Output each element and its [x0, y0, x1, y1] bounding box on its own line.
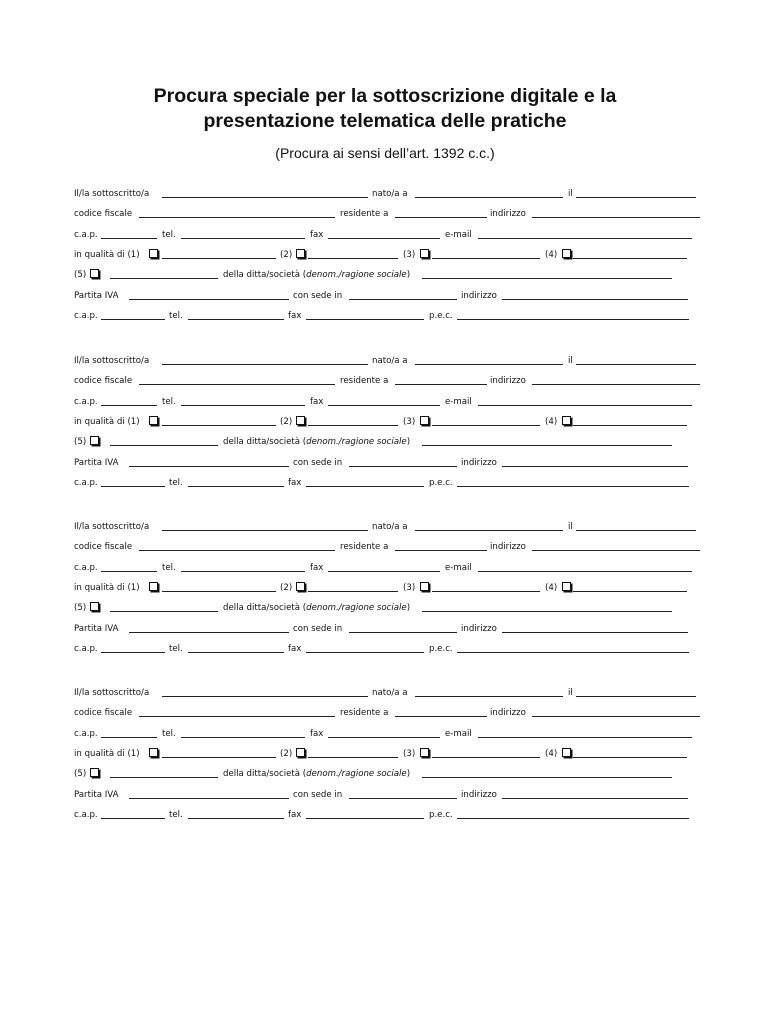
- label-q2: (2): [280, 250, 293, 260]
- field-sottoscritto[interactable]: [162, 696, 368, 697]
- label-tel-sede: tel.: [169, 311, 183, 321]
- field-data-nascita[interactable]: [576, 364, 696, 365]
- field-qualita-2[interactable]: [308, 591, 398, 592]
- label-q4: (4): [545, 250, 558, 260]
- field-pec[interactable]: [457, 818, 689, 819]
- label-q5: (5): [74, 603, 87, 613]
- label-il: il: [568, 189, 573, 199]
- field-qualita-2[interactable]: [308, 258, 398, 259]
- field-fax[interactable]: [328, 737, 440, 738]
- label-codice-fiscale: codice fiscale: [74, 708, 133, 718]
- field-tel-sede[interactable]: [188, 486, 284, 487]
- label-sottoscritto: Il/la sottoscritto/a: [74, 522, 150, 532]
- field-ragione-sociale[interactable]: [422, 445, 672, 446]
- checkbox-qualita-2[interactable]: [296, 416, 305, 425]
- field-tel[interactable]: [181, 571, 305, 572]
- label-tel: tel.: [162, 230, 176, 240]
- field-cap-sede[interactable]: [101, 486, 165, 487]
- checkbox-qualita-3[interactable]: [420, 416, 429, 425]
- label-cap-sede: c.a.p.: [74, 478, 98, 488]
- label-email: e-mail: [445, 729, 472, 739]
- field-cap[interactable]: [101, 737, 157, 738]
- field-indirizzo-sede[interactable]: [502, 798, 688, 799]
- label-tel: tel.: [162, 729, 176, 739]
- field-residenza[interactable]: [395, 217, 487, 218]
- label-q4: (4): [545, 749, 558, 759]
- label-ditta: [223, 268, 410, 282]
- label-fax-sede: fax: [288, 478, 302, 488]
- field-tel-sede[interactable]: [188, 652, 284, 653]
- field-qualita-5[interactable]: [110, 278, 218, 279]
- label-indirizzo: indirizzo: [490, 542, 526, 552]
- field-sottoscritto[interactable]: [162, 364, 368, 365]
- checkbox-qualita-2[interactable]: [296, 748, 305, 757]
- field-fax[interactable]: [328, 238, 440, 239]
- label-ditta-post: ): [406, 769, 411, 779]
- label-indirizzo-sede: indirizzo: [461, 624, 497, 634]
- field-indirizzo-sede[interactable]: [502, 466, 688, 467]
- field-indirizzo-residenza[interactable]: [532, 384, 700, 385]
- field-cap[interactable]: [101, 571, 157, 572]
- label-partita-iva: Partita IVA: [74, 291, 119, 301]
- field-sede[interactable]: [349, 299, 457, 300]
- label-tel-sede: tel.: [169, 644, 183, 654]
- field-qualita-2[interactable]: [308, 757, 398, 758]
- label-nato: nato/a a: [372, 522, 408, 532]
- label-ditta-italic: denom./ragione sociale: [306, 603, 407, 613]
- field-fax[interactable]: [328, 405, 440, 406]
- checkbox-qualita-3[interactable]: [420, 748, 429, 757]
- field-qualita-4[interactable]: [573, 425, 687, 426]
- label-partita-iva: Partita IVA: [74, 458, 119, 468]
- field-sottoscritto[interactable]: [162, 197, 368, 198]
- label-sottoscritto: Il/la sottoscritto/a: [74, 189, 150, 199]
- field-cap[interactable]: [101, 238, 157, 239]
- label-email: e-mail: [445, 230, 472, 240]
- label-cap-sede: c.a.p.: [74, 311, 98, 321]
- field-indirizzo-residenza[interactable]: [532, 217, 700, 218]
- label-qualita: in qualità di (1): [74, 749, 140, 759]
- field-fax-sede[interactable]: [306, 486, 424, 487]
- field-cap-sede[interactable]: [101, 652, 165, 653]
- field-cap-sede[interactable]: [101, 319, 165, 320]
- field-indirizzo-sede[interactable]: [502, 632, 688, 633]
- label-pec: p.e.c.: [429, 644, 453, 654]
- label-ditta-italic: denom./ragione sociale: [306, 270, 407, 280]
- label-tel: tel.: [162, 563, 176, 573]
- field-tel-sede[interactable]: [188, 818, 284, 819]
- label-qualita: in qualità di (1): [74, 250, 140, 260]
- field-fax[interactable]: [328, 571, 440, 572]
- field-fax-sede[interactable]: [306, 319, 424, 320]
- label-fax-sede: fax: [288, 810, 302, 820]
- label-partita-iva: Partita IVA: [74, 624, 119, 634]
- field-qualita-3[interactable]: [432, 757, 540, 758]
- field-codice-fiscale[interactable]: [139, 217, 335, 218]
- field-luogo-nascita[interactable]: [415, 197, 563, 198]
- label-ditta-post: ): [406, 603, 411, 613]
- label-email: e-mail: [445, 397, 472, 407]
- label-il: il: [568, 688, 573, 698]
- field-qualita-3[interactable]: [432, 425, 540, 426]
- label-ditta-pre: della ditta/società (: [223, 603, 307, 613]
- label-cap-sede: c.a.p.: [74, 810, 98, 820]
- field-indirizzo-residenza[interactable]: [532, 550, 700, 551]
- field-cap[interactable]: [101, 405, 157, 406]
- field-residenza[interactable]: [395, 716, 487, 717]
- label-sede: con sede in: [293, 291, 343, 301]
- label-cap: c.a.p.: [74, 729, 98, 739]
- label-residente: residente a: [340, 209, 389, 219]
- field-qualita-4[interactable]: [573, 258, 687, 259]
- label-qualita: in qualità di (1): [74, 583, 140, 593]
- label-q3: (3): [403, 250, 416, 260]
- field-qualita-3[interactable]: [432, 258, 540, 259]
- label-q3: (3): [403, 749, 416, 759]
- field-tel[interactable]: [181, 238, 305, 239]
- label-q4: (4): [545, 417, 558, 427]
- field-qualita-2[interactable]: [308, 425, 398, 426]
- field-sede[interactable]: [349, 798, 457, 799]
- field-tel[interactable]: [181, 737, 305, 738]
- field-pec[interactable]: [457, 652, 689, 653]
- title-line-2: presentazione telematica delle pratiche: [203, 110, 567, 132]
- field-indirizzo-residenza[interactable]: [532, 716, 700, 717]
- label-q2: (2): [280, 583, 293, 593]
- field-luogo-nascita[interactable]: [415, 364, 563, 365]
- field-email[interactable]: [478, 737, 692, 738]
- label-q5: (5): [74, 769, 87, 779]
- label-cap: c.a.p.: [74, 563, 98, 573]
- checkbox-qualita-1[interactable]: [149, 582, 158, 591]
- field-data-nascita[interactable]: [576, 530, 696, 531]
- document-subtitle: (Procura ai sensi dell’art. 1392 c.c.): [275, 145, 495, 161]
- field-fax-sede[interactable]: [306, 818, 424, 819]
- label-residente: residente a: [340, 376, 389, 386]
- checkbox-qualita-5[interactable]: [90, 768, 99, 777]
- label-nato: nato/a a: [372, 356, 408, 366]
- label-sottoscritto: Il/la sottoscritto/a: [74, 688, 150, 698]
- label-ditta-post: ): [406, 437, 411, 447]
- checkbox-qualita-1[interactable]: [149, 249, 158, 258]
- label-fax: fax: [310, 230, 324, 240]
- label-ditta: [223, 435, 410, 449]
- field-luogo-nascita[interactable]: [415, 696, 563, 697]
- field-pec[interactable]: [457, 319, 689, 320]
- label-sottoscritto: Il/la sottoscritto/a: [74, 356, 150, 366]
- checkbox-qualita-4[interactable]: [562, 249, 571, 258]
- label-indirizzo-sede: indirizzo: [461, 790, 497, 800]
- field-codice-fiscale[interactable]: [139, 550, 335, 551]
- field-qualita-1[interactable]: [162, 425, 276, 426]
- field-qualita-4[interactable]: [573, 591, 687, 592]
- field-email[interactable]: [478, 571, 692, 572]
- label-q2: (2): [280, 749, 293, 759]
- label-cap: c.a.p.: [74, 397, 98, 407]
- label-codice-fiscale: codice fiscale: [74, 209, 133, 219]
- field-partita-iva[interactable]: [129, 299, 289, 300]
- checkbox-qualita-2[interactable]: [296, 582, 305, 591]
- field-partita-iva[interactable]: [129, 466, 289, 467]
- checkbox-qualita-3[interactable]: [420, 582, 429, 591]
- field-tel[interactable]: [181, 405, 305, 406]
- field-qualita-5[interactable]: [110, 611, 218, 612]
- field-qualita-1[interactable]: [162, 258, 276, 259]
- label-tel: tel.: [162, 397, 176, 407]
- label-sede: con sede in: [293, 458, 343, 468]
- checkbox-qualita-5[interactable]: [90, 436, 99, 445]
- label-indirizzo: indirizzo: [490, 376, 526, 386]
- label-q5: (5): [74, 437, 87, 447]
- label-q4: (4): [545, 583, 558, 593]
- field-cap-sede[interactable]: [101, 818, 165, 819]
- label-codice-fiscale: codice fiscale: [74, 376, 133, 386]
- label-il: il: [568, 522, 573, 532]
- field-qualita-1[interactable]: [162, 591, 276, 592]
- field-sottoscritto[interactable]: [162, 530, 368, 531]
- field-qualita-3[interactable]: [432, 591, 540, 592]
- checkbox-qualita-4[interactable]: [562, 416, 571, 425]
- label-q3: (3): [403, 417, 416, 427]
- label-sede: con sede in: [293, 624, 343, 634]
- field-email[interactable]: [478, 405, 692, 406]
- field-qualita-5[interactable]: [110, 445, 218, 446]
- label-indirizzo: indirizzo: [490, 209, 526, 219]
- field-indirizzo-sede[interactable]: [502, 299, 688, 300]
- label-ditta: [223, 767, 410, 781]
- checkbox-qualita-3[interactable]: [420, 249, 429, 258]
- label-il: il: [568, 356, 573, 366]
- field-qualita-1[interactable]: [162, 757, 276, 758]
- field-partita-iva[interactable]: [129, 632, 289, 633]
- field-tel-sede[interactable]: [188, 319, 284, 320]
- field-sede[interactable]: [349, 466, 457, 467]
- label-ditta-pre: della ditta/società (: [223, 437, 307, 447]
- label-ditta-pre: della ditta/società (: [223, 769, 307, 779]
- field-qualita-5[interactable]: [110, 777, 218, 778]
- label-indirizzo-sede: indirizzo: [461, 291, 497, 301]
- label-nato: nato/a a: [372, 189, 408, 199]
- label-residente: residente a: [340, 708, 389, 718]
- label-indirizzo: indirizzo: [490, 708, 526, 718]
- label-tel-sede: tel.: [169, 810, 183, 820]
- label-q5: (5): [74, 270, 87, 280]
- field-data-nascita[interactable]: [576, 696, 696, 697]
- checkbox-qualita-4[interactable]: [562, 582, 571, 591]
- checkbox-qualita-5[interactable]: [90, 602, 99, 611]
- field-residenza[interactable]: [395, 384, 487, 385]
- label-ditta-italic: denom./ragione sociale: [306, 769, 407, 779]
- label-sede: con sede in: [293, 790, 343, 800]
- label-q2: (2): [280, 417, 293, 427]
- label-cap: c.a.p.: [74, 230, 98, 240]
- checkbox-qualita-4[interactable]: [562, 748, 571, 757]
- label-partita-iva: Partita IVA: [74, 790, 119, 800]
- field-partita-iva[interactable]: [129, 798, 289, 799]
- title-line-1: Procura speciale per la sottoscrizione digitale e la: [153, 85, 617, 107]
- field-pec[interactable]: [457, 486, 689, 487]
- label-ditta: [223, 601, 410, 615]
- checkbox-qualita-5[interactable]: [90, 269, 99, 278]
- field-fax-sede[interactable]: [306, 652, 424, 653]
- label-indirizzo-sede: indirizzo: [461, 458, 497, 468]
- label-fax-sede: fax: [288, 644, 302, 654]
- field-ragione-sociale[interactable]: [422, 611, 672, 612]
- label-pec: p.e.c.: [429, 810, 453, 820]
- label-fax: fax: [310, 563, 324, 573]
- label-ditta-pre: della ditta/società (: [223, 270, 307, 280]
- field-codice-fiscale[interactable]: [139, 716, 335, 717]
- label-ditta-post: ): [406, 270, 411, 280]
- label-email: e-mail: [445, 563, 472, 573]
- document-title: [0, 84, 770, 134]
- label-pec: p.e.c.: [429, 311, 453, 321]
- field-sede[interactable]: [349, 632, 457, 633]
- field-luogo-nascita[interactable]: [415, 530, 563, 531]
- label-ditta-italic: denom./ragione sociale: [306, 437, 407, 447]
- field-codice-fiscale[interactable]: [139, 384, 335, 385]
- label-fax: fax: [310, 729, 324, 739]
- label-q3: (3): [403, 583, 416, 593]
- checkbox-qualita-2[interactable]: [296, 249, 305, 258]
- label-fax-sede: fax: [288, 311, 302, 321]
- label-pec: p.e.c.: [429, 478, 453, 488]
- label-nato: nato/a a: [372, 688, 408, 698]
- field-qualita-4[interactable]: [573, 757, 687, 758]
- checkbox-qualita-1[interactable]: [149, 748, 158, 757]
- field-residenza[interactable]: [395, 550, 487, 551]
- field-data-nascita[interactable]: [576, 197, 696, 198]
- label-qualita: in qualità di (1): [74, 417, 140, 427]
- label-fax: fax: [310, 397, 324, 407]
- field-ragione-sociale[interactable]: [422, 777, 672, 778]
- field-ragione-sociale[interactable]: [422, 278, 672, 279]
- label-tel-sede: tel.: [169, 478, 183, 488]
- label-residente: residente a: [340, 542, 389, 552]
- field-email[interactable]: [478, 238, 692, 239]
- checkbox-qualita-1[interactable]: [149, 416, 158, 425]
- label-cap-sede: c.a.p.: [74, 644, 98, 654]
- label-codice-fiscale: codice fiscale: [74, 542, 133, 552]
